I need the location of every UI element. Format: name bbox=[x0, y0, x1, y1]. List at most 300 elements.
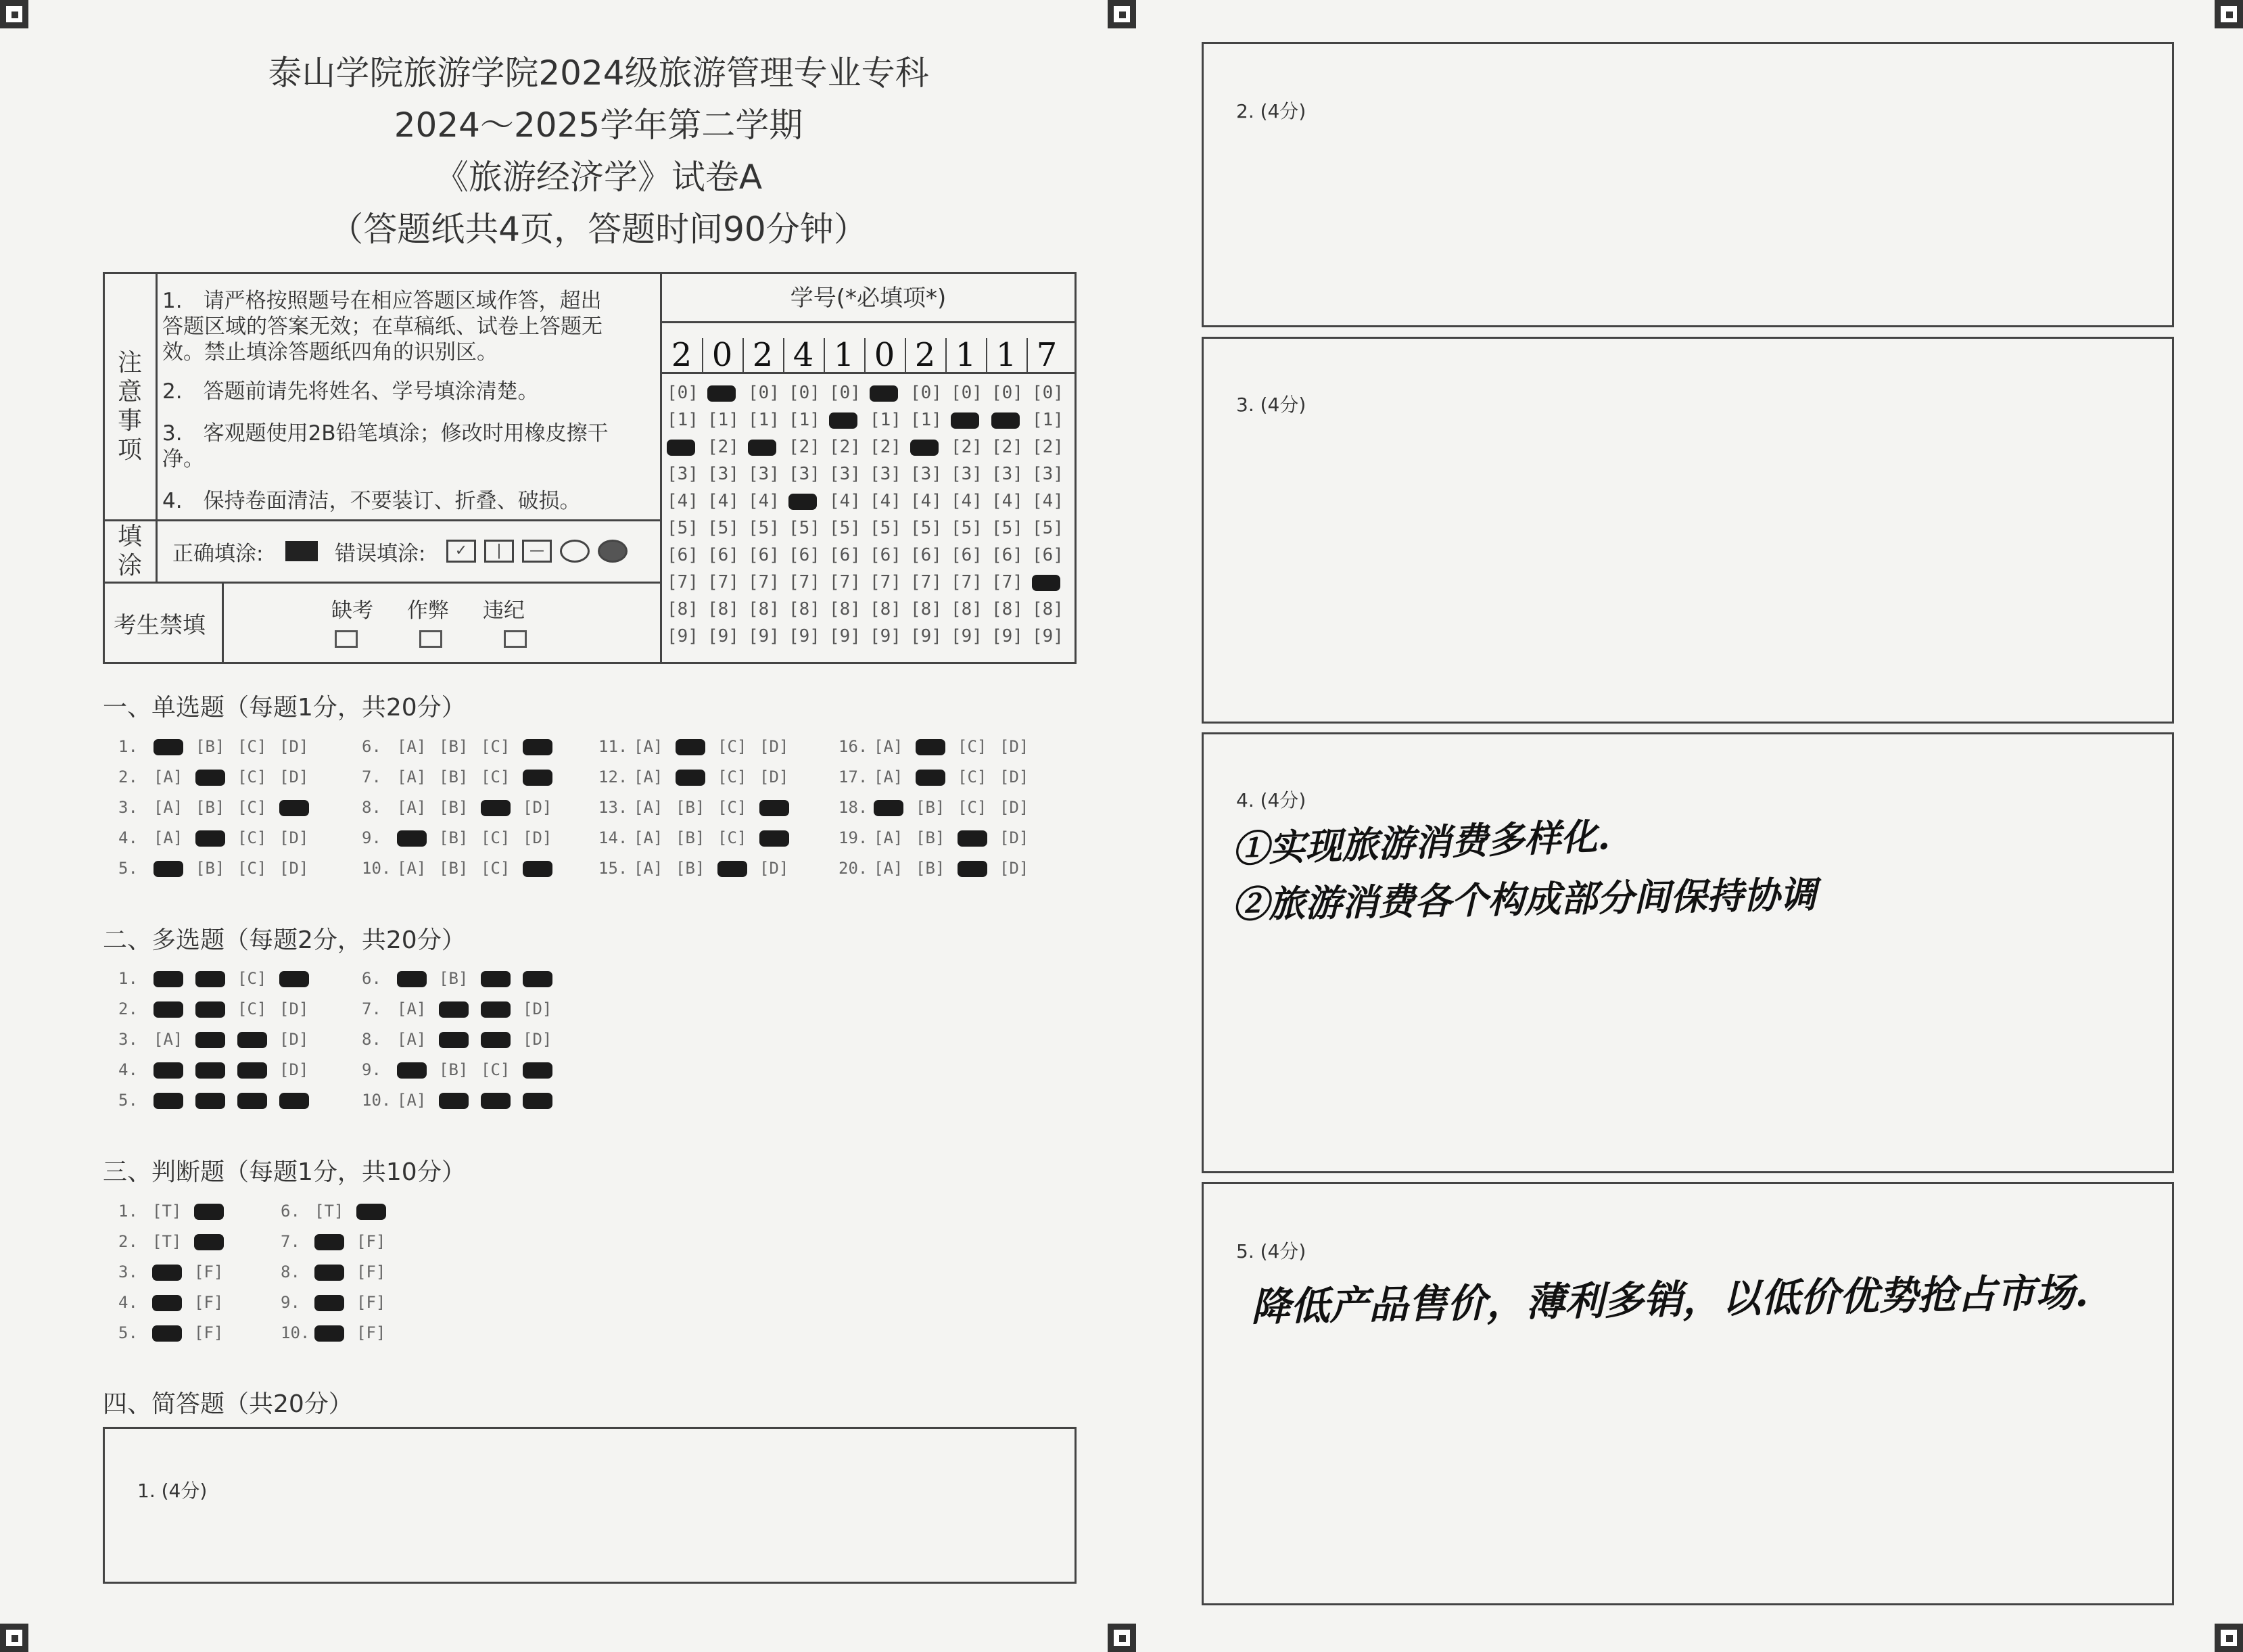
answer-bubble-filled[interactable] bbox=[154, 1062, 183, 1079]
student-id-bubble[interactable]: [0] bbox=[910, 383, 942, 403]
violation-checkbox[interactable] bbox=[504, 630, 527, 648]
answer-bubble[interactable]: [B] bbox=[195, 737, 225, 756]
answer-bubble-filled[interactable] bbox=[523, 1093, 552, 1109]
answer-bubble[interactable]: [C] bbox=[481, 828, 511, 847]
student-id-digit: 1 bbox=[833, 336, 855, 374]
student-id-bubble-filled[interactable] bbox=[870, 385, 898, 402]
student-id-bubble[interactable]: [9] bbox=[951, 626, 983, 646]
answer-bubble[interactable]: [A] bbox=[634, 768, 663, 786]
student-id-bubble-filled[interactable] bbox=[991, 412, 1020, 429]
answer-bubble[interactable]: [C] bbox=[237, 737, 267, 756]
answer-bubble[interactable]: [B] bbox=[676, 798, 705, 817]
answer-box-1[interactable] bbox=[103, 1427, 1077, 1584]
answer-bubble-filled[interactable] bbox=[397, 1062, 427, 1079]
answer-bubble[interactable]: [A] bbox=[397, 737, 427, 756]
answer-bubble[interactable]: [B] bbox=[195, 859, 225, 878]
student-id-digit: 1 bbox=[955, 336, 976, 374]
student-id-bubble[interactable]: [4] bbox=[870, 491, 901, 511]
question-number: 10. bbox=[362, 859, 392, 878]
student-id-bubble[interactable]: [4] bbox=[829, 491, 861, 511]
answer-bubble-filled[interactable] bbox=[314, 1295, 344, 1311]
answer-bubble[interactable]: [A] bbox=[874, 828, 903, 847]
answer-bubble[interactable]: [A] bbox=[874, 768, 903, 786]
student-id-bubble[interactable]: [2] bbox=[991, 437, 1023, 457]
answer-bubble[interactable]: [C] bbox=[958, 798, 987, 817]
student-id-bubble[interactable]: [6] bbox=[991, 545, 1023, 565]
student-id-bubble[interactable]: [4] bbox=[667, 491, 699, 511]
student-id-bubble[interactable]: [6] bbox=[667, 545, 699, 565]
answer-bubble-filled[interactable] bbox=[523, 770, 552, 786]
answer-bubble-filled[interactable] bbox=[916, 739, 945, 755]
student-id-bubble[interactable]: [0] bbox=[951, 383, 983, 403]
answer-bubble-filled[interactable] bbox=[194, 1204, 224, 1220]
student-id-bubble[interactable]: [9] bbox=[829, 626, 861, 646]
student-id-bubble[interactable]: [5] bbox=[707, 518, 739, 538]
answer-bubble[interactable]: [C] bbox=[237, 999, 267, 1018]
answer-bubble[interactable]: [C] bbox=[237, 768, 267, 786]
student-id-bubble[interactable]: [9] bbox=[667, 626, 699, 646]
student-id-digit: 2 bbox=[671, 336, 692, 374]
answer-bubble-filled[interactable] bbox=[314, 1265, 344, 1281]
answer-bubble[interactable]: [F] bbox=[356, 1232, 386, 1251]
answer-bubble-filled[interactable] bbox=[195, 830, 225, 847]
student-id-bubble[interactable]: [7] bbox=[667, 572, 699, 592]
student-id-bubble[interactable]: [8] bbox=[910, 599, 942, 619]
student-id-bubble[interactable]: [1] bbox=[667, 410, 699, 430]
question-number: 20. bbox=[839, 859, 868, 878]
student-id-bubble-filled[interactable] bbox=[829, 412, 857, 429]
answer-bubble-filled[interactable] bbox=[439, 1093, 469, 1109]
student-id-bubble[interactable]: [7] bbox=[870, 572, 901, 592]
answer-bubble-filled[interactable] bbox=[759, 830, 789, 847]
student-id-bubble[interactable]: [5] bbox=[870, 518, 901, 538]
student-id-bubble[interactable]: [4] bbox=[707, 491, 739, 511]
answer-bubble[interactable]: [B] bbox=[439, 1060, 469, 1079]
student-id-bubble-filled[interactable] bbox=[951, 412, 979, 429]
student-id-bubble[interactable]: [8] bbox=[1032, 599, 1064, 619]
answer-bubble-filled[interactable] bbox=[523, 971, 552, 987]
answer-bubble-filled[interactable] bbox=[195, 971, 225, 987]
student-id-bubble[interactable]: [7] bbox=[951, 572, 983, 592]
student-id-bubble[interactable]: [5] bbox=[1032, 518, 1064, 538]
answer-bubble[interactable]: [A] bbox=[154, 768, 183, 786]
corner-mark bbox=[2215, 1624, 2243, 1652]
student-id-bubble[interactable]: [3] bbox=[951, 464, 983, 484]
answer-bubble-filled[interactable] bbox=[279, 800, 309, 816]
answer-bubble[interactable]: [T] bbox=[152, 1232, 182, 1251]
student-id-bubble[interactable]: [9] bbox=[707, 626, 739, 646]
question-number: 4. bbox=[118, 1060, 138, 1079]
answer-bubble[interactable]: [A] bbox=[397, 999, 427, 1018]
answer-bubble-filled[interactable] bbox=[152, 1295, 182, 1311]
answer-bubble-filled[interactable] bbox=[279, 971, 309, 987]
answer-bubble[interactable]: [C] bbox=[481, 768, 511, 786]
question-number: 10. bbox=[281, 1323, 310, 1342]
student-id-bubble[interactable]: [0] bbox=[748, 383, 780, 403]
student-id-bubble[interactable]: [5] bbox=[910, 518, 942, 538]
student-id-bubble[interactable]: [8] bbox=[748, 599, 780, 619]
exam-course: 《旅游经济学》试卷A bbox=[434, 158, 763, 197]
answer-bubble-filled[interactable] bbox=[195, 1093, 225, 1109]
student-id-bubble[interactable]: [8] bbox=[829, 599, 861, 619]
forbidden-label: 考生禁填 bbox=[114, 612, 206, 639]
answer-bubble-filled[interactable] bbox=[523, 739, 552, 755]
question-number: 4. bbox=[118, 828, 138, 847]
answer-bubble[interactable]: [D] bbox=[523, 1030, 552, 1049]
student-id-bubble[interactable]: [6] bbox=[707, 545, 739, 565]
student-id-bubble[interactable]: [1] bbox=[707, 410, 739, 430]
student-id-bubble[interactable]: [3] bbox=[991, 464, 1023, 484]
answer-bubble[interactable]: [B] bbox=[439, 768, 469, 786]
answer-bubble[interactable]: [B] bbox=[676, 859, 705, 878]
student-id-digit: 2 bbox=[752, 336, 774, 374]
student-id-bubble[interactable]: [8] bbox=[870, 599, 901, 619]
student-id-bubble[interactable]: [7] bbox=[829, 572, 861, 592]
answer-bubble-filled[interactable] bbox=[356, 1204, 386, 1220]
answer-bubble-filled[interactable] bbox=[195, 1032, 225, 1048]
answer-bubble[interactable]: [B] bbox=[676, 828, 705, 847]
student-id-bubble[interactable]: [5] bbox=[829, 518, 861, 538]
answer-bubble-filled[interactable] bbox=[397, 971, 427, 987]
answer-bubble[interactable]: [D] bbox=[279, 1060, 309, 1079]
answer-bubble[interactable]: [F] bbox=[194, 1262, 224, 1281]
answer-box-5[interactable] bbox=[1202, 1182, 2174, 1605]
notice-item-3: 3. 客观题使用2B铅笔填涂；修改时用橡皮擦干净。 bbox=[162, 421, 609, 471]
student-id-column-divider bbox=[1026, 338, 1028, 372]
answer-bubble-filled[interactable] bbox=[195, 770, 225, 786]
answer-bubble-filled[interactable] bbox=[874, 800, 903, 816]
student-id-bubble[interactable]: [6] bbox=[870, 545, 901, 565]
student-id-bubble[interactable]: [3] bbox=[1032, 464, 1064, 484]
answer-bubble[interactable]: [D] bbox=[523, 999, 552, 1018]
answer-bubble[interactable]: [B] bbox=[916, 828, 945, 847]
student-id-bubble[interactable]: [0] bbox=[829, 383, 861, 403]
answer-bubble[interactable]: [T] bbox=[152, 1202, 182, 1221]
student-id-bubble[interactable]: [2] bbox=[870, 437, 901, 457]
student-id-bubble[interactable]: [6] bbox=[829, 545, 861, 565]
student-id-bubble[interactable]: [9] bbox=[991, 626, 1023, 646]
answer-bubble[interactable]: [A] bbox=[874, 737, 903, 756]
answer-bubble[interactable]: [D] bbox=[279, 859, 309, 878]
answer-bubble-filled[interactable] bbox=[439, 1001, 469, 1018]
handwritten-answer-5: 降低产品售价，薄利多销，以低价优势抢占市场. bbox=[1250, 1269, 2089, 1330]
answer-bubble[interactable]: [C] bbox=[958, 737, 987, 756]
answer-bubble-filled[interactable] bbox=[154, 739, 183, 755]
student-id-bubble[interactable]: [3] bbox=[788, 464, 820, 484]
answer-bubble[interactable]: [B] bbox=[916, 798, 945, 817]
answer-bubble-filled[interactable] bbox=[717, 861, 747, 877]
answer-bubble[interactable]: [D] bbox=[999, 828, 1029, 847]
student-id-bubble[interactable]: [9] bbox=[870, 626, 901, 646]
answer-bubble[interactable]: [A] bbox=[397, 1091, 427, 1110]
answer-bubble-filled[interactable] bbox=[154, 861, 183, 877]
multiple-choice-title: 二、多选题（每题2分，共20分） bbox=[103, 926, 466, 954]
answer-bubble-filled[interactable] bbox=[237, 1093, 267, 1109]
answer-bubble[interactable]: [D] bbox=[999, 798, 1029, 817]
student-id-bubble[interactable]: [5] bbox=[788, 518, 820, 538]
answer-box-4[interactable] bbox=[1202, 732, 2174, 1173]
student-id-bubble[interactable]: [6] bbox=[788, 545, 820, 565]
answer-bubble-filled[interactable] bbox=[676, 770, 705, 786]
notice-item-1: 1. 请严格按照题号在相应答题区域作答，超出答题区域的答案无效；在草稿纸、试卷上答题无效。禁止填涂答题纸四角的识别区。 bbox=[162, 289, 603, 364]
answer-bubble-filled[interactable] bbox=[154, 1093, 183, 1109]
answer-bubble[interactable]: [F] bbox=[356, 1293, 386, 1312]
corner-mark bbox=[0, 1624, 28, 1652]
answer-bubble[interactable]: [C] bbox=[481, 737, 511, 756]
answer-bubble[interactable]: [C] bbox=[717, 828, 747, 847]
student-id-bubble[interactable]: [2] bbox=[829, 437, 861, 457]
student-id-column-divider bbox=[986, 338, 987, 372]
student-id-bubble[interactable]: [7] bbox=[910, 572, 942, 592]
answer-bubble[interactable]: [C] bbox=[481, 1060, 511, 1079]
answer-bubble-filled[interactable] bbox=[958, 861, 987, 877]
student-id-bubble[interactable]: [7] bbox=[991, 572, 1023, 592]
short-answer-title: 四、简答题（共20分） bbox=[103, 1390, 353, 1418]
student-id-column-divider bbox=[702, 338, 703, 372]
student-id-bubble[interactable]: [3] bbox=[870, 464, 901, 484]
answer-bubble-filled[interactable] bbox=[195, 1062, 225, 1079]
answer-bubble-filled[interactable] bbox=[152, 1265, 182, 1281]
answer-bubble[interactable]: [F] bbox=[356, 1262, 386, 1281]
student-id-bubble-filled[interactable] bbox=[667, 440, 695, 456]
answer-bubble[interactable]: [A] bbox=[397, 1030, 427, 1049]
student-id-bubble[interactable]: [2] bbox=[788, 437, 820, 457]
student-id-bubble[interactable]: [6] bbox=[1032, 545, 1064, 565]
student-id-bubble[interactable]: [0] bbox=[667, 383, 699, 403]
answer-bubble[interactable]: [D] bbox=[759, 737, 789, 756]
answer-bubble[interactable]: [F] bbox=[194, 1293, 224, 1312]
question-number: 9. bbox=[362, 1060, 381, 1079]
student-id-column-divider bbox=[905, 338, 906, 372]
answer-bubble-filled[interactable] bbox=[154, 971, 183, 987]
student-id-bubble[interactable]: [9] bbox=[748, 626, 780, 646]
answer-bubble[interactable]: [A] bbox=[397, 768, 427, 786]
answer-bubble[interactable]: [A] bbox=[154, 828, 183, 847]
student-id-bubble[interactable]: [6] bbox=[910, 545, 942, 565]
student-id-bubble[interactable]: [1] bbox=[748, 410, 780, 430]
answer-bubble[interactable]: [A] bbox=[634, 859, 663, 878]
answer-bubble[interactable]: [D] bbox=[523, 798, 552, 817]
answer-bubble[interactable]: [D] bbox=[279, 828, 309, 847]
answer-bubble[interactable]: [C] bbox=[237, 859, 267, 878]
exam-term: 2024～2025学年第二学期 bbox=[394, 105, 803, 145]
student-id-bubble[interactable]: [1] bbox=[910, 410, 942, 430]
answer-bubble[interactable]: [T] bbox=[314, 1202, 344, 1221]
question-number: 6. bbox=[362, 737, 381, 756]
student-id-bubble[interactable]: [0] bbox=[1032, 383, 1064, 403]
fill-wrong-sample: ✓ bbox=[446, 540, 476, 563]
answer-bubble[interactable]: [A] bbox=[397, 798, 427, 817]
answer-bubble[interactable]: [A] bbox=[634, 737, 663, 756]
answer-bubble[interactable]: [D] bbox=[759, 768, 789, 786]
question-number: 8. bbox=[362, 798, 381, 817]
student-id-bubble[interactable]: [5] bbox=[951, 518, 983, 538]
answer-bubble-filled[interactable] bbox=[958, 830, 987, 847]
student-id-bubble[interactable]: [6] bbox=[951, 545, 983, 565]
answer-bubble[interactable]: [F] bbox=[356, 1323, 386, 1342]
student-id-bubble[interactable]: [8] bbox=[707, 599, 739, 619]
answer-bubble[interactable]: [D] bbox=[999, 737, 1029, 756]
answer-bubble[interactable]: [D] bbox=[999, 859, 1029, 878]
student-id-column-divider bbox=[742, 338, 744, 372]
cheat-checkbox[interactable] bbox=[419, 630, 442, 648]
question-number: 5. bbox=[118, 1091, 138, 1110]
answer-bubble[interactable]: [A] bbox=[154, 798, 183, 817]
answer-bubble-filled[interactable] bbox=[481, 1001, 511, 1018]
student-id-bubble-filled[interactable] bbox=[1032, 575, 1060, 591]
fill-wrong-sample: — bbox=[522, 540, 552, 563]
answer-bubble-filled[interactable] bbox=[916, 770, 945, 786]
answer-bubble[interactable]: [D] bbox=[279, 737, 309, 756]
answer-bubble[interactable]: [C] bbox=[481, 859, 511, 878]
answer-bubble[interactable]: [A] bbox=[154, 1030, 183, 1049]
student-id-bubble[interactable]: [5] bbox=[748, 518, 780, 538]
answer-bubble-filled[interactable] bbox=[314, 1325, 344, 1342]
answer-bubble[interactable]: [D] bbox=[279, 768, 309, 786]
student-id-bubble[interactable]: [3] bbox=[748, 464, 780, 484]
answer-bubble[interactable]: [B] bbox=[439, 969, 469, 988]
answer-bubble-filled[interactable] bbox=[237, 1062, 267, 1079]
student-id-bubble[interactable]: [7] bbox=[748, 572, 780, 592]
student-id-bubble[interactable]: [6] bbox=[748, 545, 780, 565]
answer-bubble[interactable]: [D] bbox=[279, 999, 309, 1018]
question-number: 5. bbox=[118, 859, 138, 878]
fill-wrong-label: 错误填涂: bbox=[335, 542, 426, 566]
answer-bubble-filled[interactable] bbox=[279, 1093, 309, 1109]
student-id-bubble[interactable]: [0] bbox=[991, 383, 1023, 403]
answer-bubble[interactable]: [C] bbox=[958, 768, 987, 786]
student-id-bubble[interactable]: [2] bbox=[707, 437, 739, 457]
fill-correct-label: 正确填涂: bbox=[172, 542, 264, 566]
answer-bubble[interactable]: [A] bbox=[874, 859, 903, 878]
answer-bubble[interactable]: [B] bbox=[195, 798, 225, 817]
answer-bubble-filled[interactable] bbox=[481, 1032, 511, 1048]
student-id-bubble[interactable]: [4] bbox=[991, 491, 1023, 511]
answer-bubble[interactable]: [B] bbox=[439, 798, 469, 817]
answer-bubble[interactable]: [C] bbox=[717, 737, 747, 756]
answer-bubble[interactable]: [B] bbox=[439, 828, 469, 847]
answer-box-3[interactable] bbox=[1202, 337, 2174, 724]
student-id-bubble[interactable]: [5] bbox=[667, 518, 699, 538]
student-id-digit: 1 bbox=[995, 336, 1017, 374]
question-number: 3. bbox=[118, 798, 138, 817]
answer-bubble-filled[interactable] bbox=[397, 830, 427, 847]
question-number: 3. bbox=[118, 1262, 138, 1281]
question-number: 12. bbox=[598, 768, 628, 786]
answer-bubble-filled[interactable] bbox=[152, 1325, 182, 1342]
answer-bubble-filled[interactable] bbox=[194, 1234, 224, 1250]
answer-bubble[interactable]: [C] bbox=[237, 798, 267, 817]
answer-bubble[interactable]: [A] bbox=[634, 828, 663, 847]
answer-bubble[interactable]: [C] bbox=[237, 828, 267, 847]
student-id-bubble[interactable]: [8] bbox=[788, 599, 820, 619]
student-id-bubble[interactable]: [8] bbox=[991, 599, 1023, 619]
student-id-digit: 0 bbox=[874, 336, 895, 374]
student-id-bubble[interactable]: [9] bbox=[788, 626, 820, 646]
student-id-bubble[interactable]: [9] bbox=[1032, 626, 1064, 646]
answer-bubble-filled[interactable] bbox=[154, 1001, 183, 1018]
answer-bubble[interactable]: [D] bbox=[279, 1030, 309, 1049]
student-id-bubble-filled[interactable] bbox=[748, 440, 776, 456]
question-number: 3. bbox=[118, 1030, 138, 1049]
student-id-bubble[interactable]: [8] bbox=[667, 599, 699, 619]
student-id-bubble[interactable]: [2] bbox=[951, 437, 983, 457]
student-id-bubble[interactable]: [8] bbox=[951, 599, 983, 619]
student-id-bubble[interactable]: [9] bbox=[910, 626, 942, 646]
student-id-bubble[interactable]: [1] bbox=[788, 410, 820, 430]
exam-school-title: 泰山学院旅游学院2024级旅游管理专业专科 bbox=[268, 53, 929, 93]
answer-bubble-filled[interactable] bbox=[314, 1234, 344, 1250]
student-id-bubble-filled[interactable] bbox=[707, 385, 736, 402]
question-number: 14. bbox=[598, 828, 628, 847]
absent-label: 缺考 bbox=[331, 598, 373, 623]
answer-bubble[interactable]: [C] bbox=[717, 798, 747, 817]
answer-bubble-filled[interactable] bbox=[481, 800, 511, 816]
student-id-bubble[interactable]: [3] bbox=[707, 464, 739, 484]
student-id-bubble[interactable]: [4] bbox=[951, 491, 983, 511]
student-id-bubble-filled[interactable] bbox=[910, 440, 939, 456]
absent-checkbox[interactable] bbox=[335, 630, 358, 648]
answer-bubble[interactable]: [A] bbox=[634, 798, 663, 817]
question-number: 6. bbox=[281, 1202, 300, 1221]
answer-bubble-filled[interactable] bbox=[759, 800, 789, 816]
answer-bubble-filled[interactable] bbox=[676, 739, 705, 755]
student-id-bubble[interactable]: [4] bbox=[748, 491, 780, 511]
answer-bubble[interactable]: [D] bbox=[523, 828, 552, 847]
question-number: 15. bbox=[598, 859, 628, 878]
question-number: 18. bbox=[839, 798, 868, 817]
answer-bubble[interactable]: [C] bbox=[717, 768, 747, 786]
student-id-column-divider bbox=[824, 338, 825, 372]
answer-bubble[interactable]: [D] bbox=[759, 859, 789, 878]
student-id-bubble[interactable]: [7] bbox=[707, 572, 739, 592]
question-number: 2. bbox=[118, 999, 138, 1018]
student-id-bubble[interactable]: [1] bbox=[870, 410, 901, 430]
student-id-bubble[interactable]: [2] bbox=[1032, 437, 1064, 457]
student-id-bubble[interactable]: [3] bbox=[829, 464, 861, 484]
student-id-bubble[interactable]: [3] bbox=[667, 464, 699, 484]
answer-bubble-filled[interactable] bbox=[195, 1001, 225, 1018]
answer-bubble[interactable]: [C] bbox=[237, 969, 267, 988]
answer-bubble[interactable]: [D] bbox=[999, 768, 1029, 786]
student-id-bubble[interactable]: [0] bbox=[788, 383, 820, 403]
answer-bubble-filled[interactable] bbox=[237, 1032, 267, 1048]
question-number: 9. bbox=[362, 828, 381, 847]
answer-bubble-filled[interactable] bbox=[439, 1032, 469, 1048]
student-id-bubble[interactable]: [4] bbox=[1032, 491, 1064, 511]
student-id-bubble[interactable]: [3] bbox=[910, 464, 942, 484]
answer-bubble[interactable]: [B] bbox=[439, 859, 469, 878]
answer-box-2[interactable] bbox=[1202, 42, 2174, 327]
student-id-bubble[interactable]: [1] bbox=[1032, 410, 1064, 430]
student-id-digit: 4 bbox=[793, 336, 814, 374]
corner-mark bbox=[1108, 0, 1136, 28]
student-id-bubble[interactable]: [5] bbox=[991, 518, 1023, 538]
notice-item-4: 4. 保持卷面清洁，不要装订、折叠、破损。 bbox=[162, 489, 581, 513]
answer-bubble-filled[interactable] bbox=[481, 1093, 511, 1109]
answer-bubble[interactable]: [F] bbox=[194, 1323, 224, 1342]
student-id-bubble-filled[interactable] bbox=[788, 494, 817, 510]
true-false-title: 三、判断题（每题1分，共10分） bbox=[103, 1158, 466, 1186]
student-id-bubble[interactable]: [7] bbox=[788, 572, 820, 592]
answer-bubble-filled[interactable] bbox=[481, 971, 511, 987]
answer-bubble-filled[interactable] bbox=[523, 1062, 552, 1079]
student-id-bubble[interactable]: [4] bbox=[910, 491, 942, 511]
answer-bubble[interactable]: [B] bbox=[916, 859, 945, 878]
answer-bubble[interactable]: [A] bbox=[397, 859, 427, 878]
answer-bubble-filled[interactable] bbox=[523, 861, 552, 877]
answer-bubble[interactable]: [B] bbox=[439, 737, 469, 756]
